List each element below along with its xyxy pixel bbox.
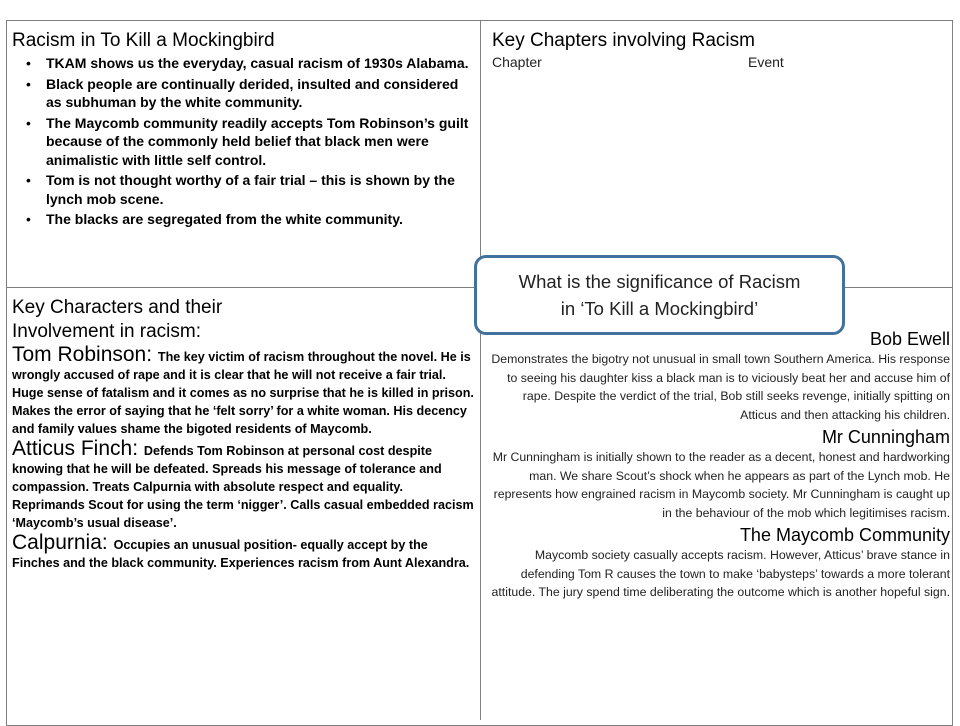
character-entry-calpurnia xyxy=(12,531,474,572)
character-name: Atticus Finch: xyxy=(12,437,144,460)
character-name: Calpurnia: xyxy=(12,531,114,554)
character-entry-atticus xyxy=(12,437,474,532)
racism-overview-cell xyxy=(12,30,476,231)
key-chapters-columns xyxy=(492,54,948,70)
key-characters-title-line1: Key Characters and their xyxy=(12,297,223,318)
callout-line-1: What is the significance of Racism xyxy=(518,271,801,292)
list-item: • The Maycomb community readily accepts Tom Robinson’s guilt because of the commonly held belief that black men were animalistic with little self control. xyxy=(30,114,476,170)
key-characters-title-line2: Involvement in racism: xyxy=(12,321,202,342)
character-description-maycomb-community: Maycomb society casually accepts racism. However, Atticus’ brave stance in defending Tom R causes the town to make ‘babysteps’ towards a more tolerant attitude. The jury spend time deliberating the outcome which is another hopeful sign. xyxy=(491,548,950,599)
event-column-header: Event xyxy=(748,54,784,70)
character-entry-tom xyxy=(12,343,474,438)
character-description: Defends Tom Robinson at personal cost despite knowing that he will be defeated. Spreads his message of tolerance and compassion. Treats Calpurnia with absolute respect and equality. Reprimands Scout for using the term ‘nigger’. Calls casual embedded racism ‘Maycomb’s usual disease’. xyxy=(12,444,474,530)
chapter-column-header: Chapter xyxy=(492,54,542,70)
character-description: Occupies an unusual position- equally accept by the Finches and the black community. Experiences racism from Aunt Alexandra. xyxy=(12,538,470,570)
racism-overview-title: Racism in To Kill a Mockingbird xyxy=(12,30,275,51)
character-description-mr-cunningham: Mr Cunningham is initially shown to the reader as a decent, honest and hardworking man. We share Scout’s shock when he appears as part of the Lynch mob. He represents how engrained racism in Maycomb society. Mr Cunningham is caught up in the behaviour of the mob which legitimises racism. xyxy=(492,450,950,520)
key-chapters-title: Key Chapters involving Racism xyxy=(492,30,755,51)
column-divider xyxy=(480,20,481,720)
character-name-mr-cunningham: Mr Cunningham xyxy=(821,427,950,447)
character-name-bob-ewell: Bob Ewell xyxy=(869,329,950,349)
list-item: • The blacks are segregated from the white community. xyxy=(30,210,476,229)
list-item: • TKAM shows us the everyday, casual racism of 1930s Alabama. xyxy=(30,54,476,73)
list-item: • Black people are continually derided, insulted and considered as subhuman by the white community. xyxy=(30,75,476,112)
character-description: The key victim of racism throughout the novel. He is wrongly accused of rape and it is clear that he will not receive a fair trial. Huge sense of fatalism and it comes as no surprise that he is killed in prison. Makes the error of saying that he ‘felt sorry’ for a white woman. His decency and family values shame the bigoted residents of Maycomb. xyxy=(12,350,474,436)
character-name: Tom Robinson: xyxy=(12,343,158,366)
key-chapters-cell xyxy=(492,30,948,70)
character-description-bob-ewell: Demonstrates the bigotry not unusual in small town Southern America. His response to seeing his daughter kiss a black man is to viciously beat her and accuse him of rape. Despite the verdict of the trial, Bob still seeks revenge, initially spitting on Atticus and then attacking his children. xyxy=(491,352,950,422)
list-item: • Tom is not thought worthy of a fair trial – this is shown by the lynch mob scene. xyxy=(30,171,476,208)
central-question-callout xyxy=(474,255,845,335)
character-name-maycomb-community: The Maycomb Community xyxy=(739,525,950,545)
key-characters-cell xyxy=(12,296,474,572)
racism-overview-list xyxy=(12,54,476,229)
callout-line-2: in ‘To Kill a Mockingbird’ xyxy=(560,298,759,319)
other-characters-cell xyxy=(488,326,950,602)
